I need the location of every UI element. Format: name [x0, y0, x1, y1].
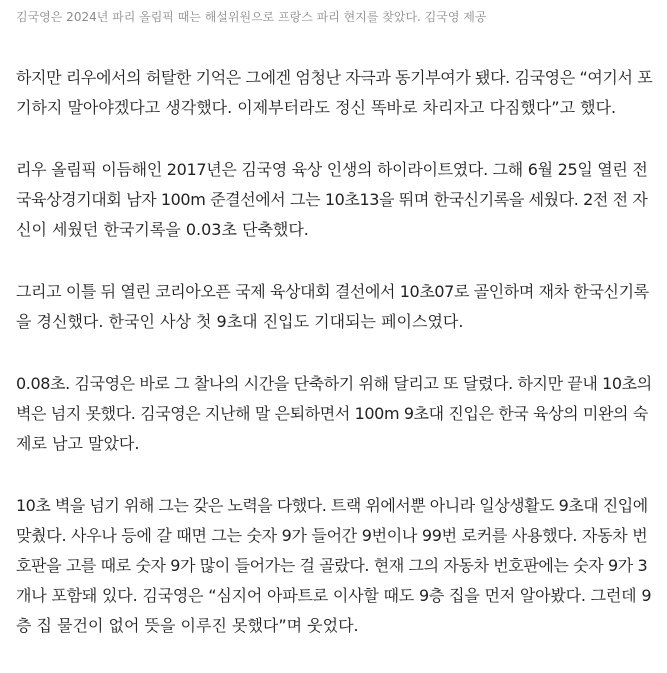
paragraph: [16, 63, 652, 123]
text-line: 을 경신했다. 한국인 사상 첫 9초대 진입도 기대되는 페이스였다.: [16, 312, 464, 331]
text-line: 리우 올림픽 이듬해인 2017년은 김국영 육상 인생의 하이라이트였다. 그해 6월 25일 열린 전: [16, 160, 648, 179]
text-line: 그리고 이틀 뒤 열린 코리아오픈 국제 육상대회 결선에서 10초07로 골인하며 재차 한국신기록: [16, 282, 649, 301]
text-line: 신이 세웠던 한국기록을 0.03초 단축했다.: [16, 220, 309, 239]
text-line: 호판을 고를 때로 숫자 9가 많이 들어가는 걸 골랐다. 현재 그의 자동차 번호판에는 숫자 9가 3: [16, 556, 648, 575]
article-body: [16, 63, 652, 673]
text-line: 10초 벽을 넘기 위해 그는 갖은 노력을 다했다. 트랙 위에서뿐 아니라 일상생활도 9초대 진입에: [16, 496, 648, 515]
text-line: 개나 포함돼 있다. 김국영은 “심지어 아파트로 이사할 때도 9층 집을 먼저 알아봤다. 그런데 9: [16, 586, 652, 605]
paragraph: [16, 369, 652, 459]
text-line: 맞췄다. 사우나 등에 갈 때면 그는 숫자 9가 들어간 9번이나 99번 로커를 사용했다. 자동차 번: [16, 526, 648, 545]
paragraph: [16, 277, 652, 337]
text-line: 제로 남고 말았다.: [16, 434, 140, 453]
text-line: 0.08초. 김국영은 바로 그 찰나의 시간을 단축하기 위해 달리고 또 달렸다. 하지만 끝내 10초의: [16, 374, 652, 393]
text-line: 벽은 넘지 못했다. 김국영은 지난해 말 은퇴하면서 100m 9초대 진입은 한국 육상의 미완의 숙: [16, 404, 648, 423]
photo-caption: 김국영은 2024년 파리 올림픽 때는 해설위원으로 프랑스 파리 현지를 찾았다. 김국영 제공: [16, 10, 487, 24]
text-line: 국육상경기대회 남자 100m 준결선에서 그는 10초13을 뛰며 한국신기록을 세웠다. 2전 전 자: [16, 190, 648, 209]
paragraph: [16, 155, 652, 245]
text-line: 층 집 물건이 없어 뜻을 이루진 못했다”며 웃었다.: [16, 616, 359, 635]
paragraph: [16, 491, 652, 641]
text-line: 기하지 말아야겠다고 생각했다. 이제부터라도 정신 똑바로 차리자고 다짐했다”고 했다.: [16, 98, 617, 117]
text-line: 하지만 리우에서의 허탈한 기억은 그에겐 엄청난 자극과 동기부여가 됐다. 김국영은 “여기서 포: [16, 68, 653, 87]
